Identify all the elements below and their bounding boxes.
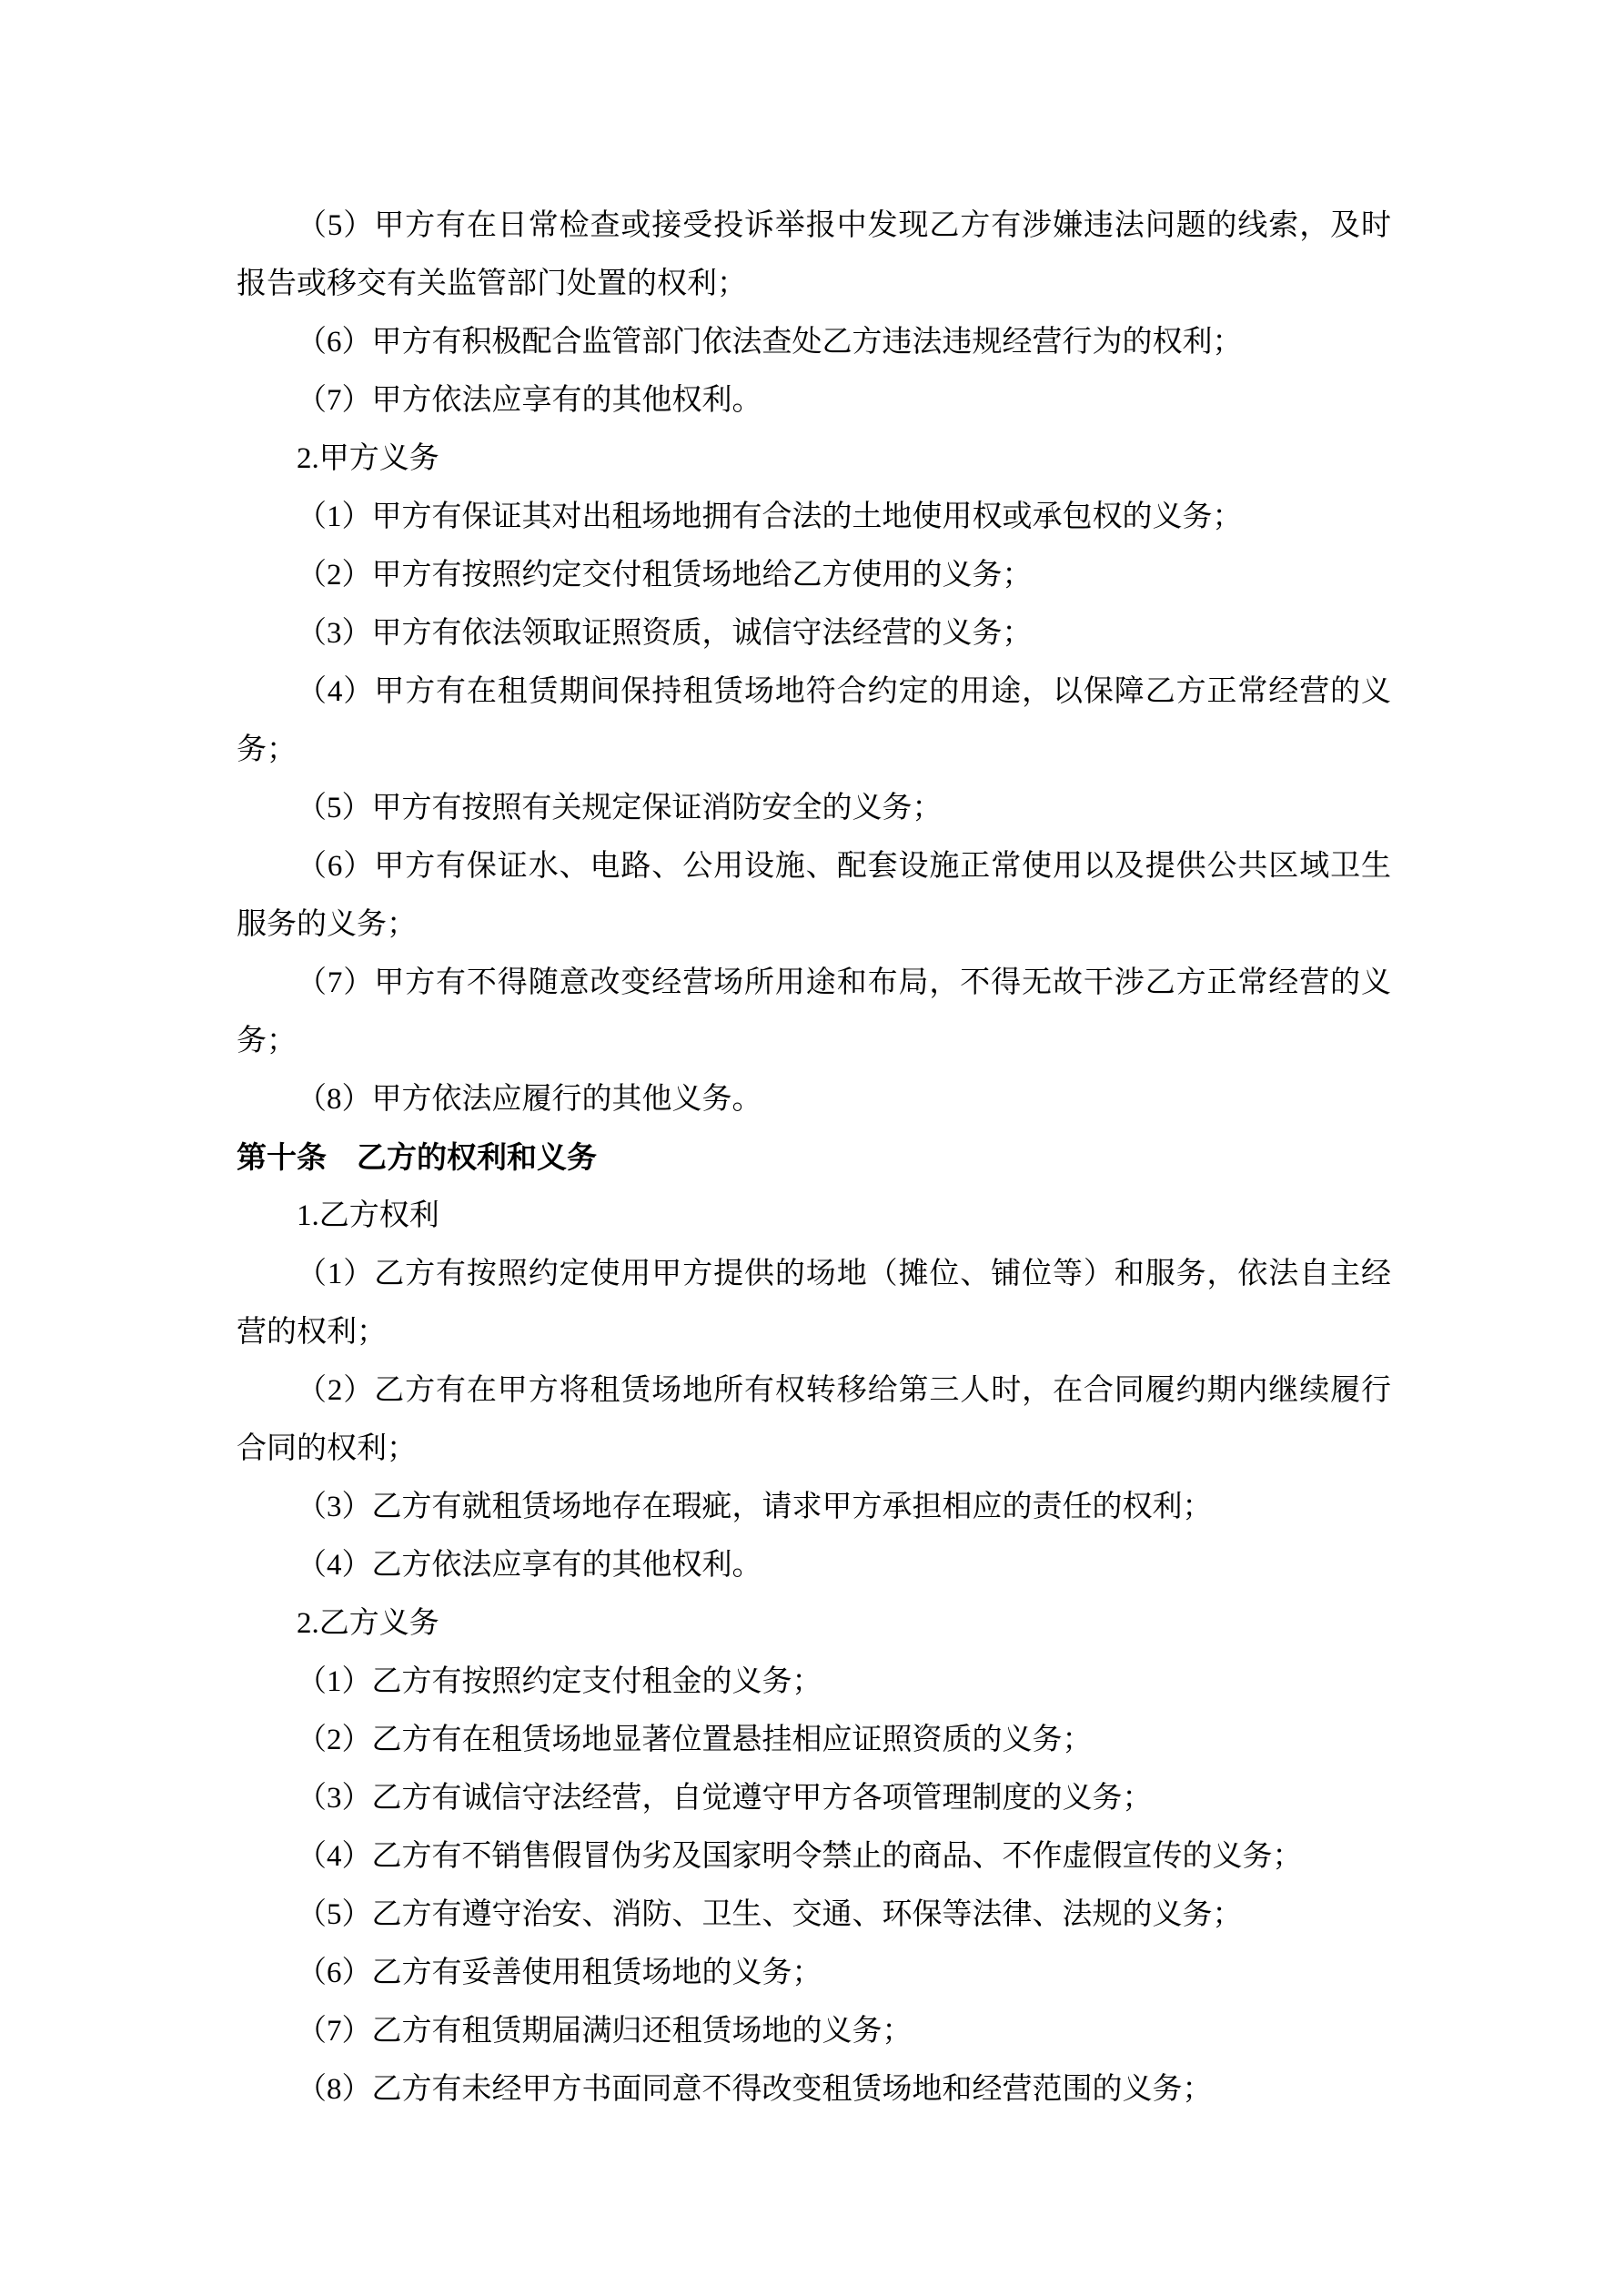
paragraph: （2）乙方有在租赁场地显著位置悬挂相应证照资质的义务； — [297, 1724, 1093, 1756]
paragraph: （3）乙方有诚信守法经营，自觉遵守甲方各项管理制度的义务； — [297, 1782, 1153, 1815]
section-heading: 第十条 乙方的权利和义务 — [237, 1140, 597, 1174]
paragraph: （8）乙方有未经甲方书面同意不得改变租赁场地和经营范围的义务； — [297, 2073, 1213, 2106]
paragraph: （8）甲方依法应履行的其他义务。 — [297, 1083, 762, 1116]
paragraph: （6）甲方有积极配合监管部门依法查处乙方违法违规经营行为的权利； — [297, 326, 1243, 359]
paragraph: （2）甲方有按照约定交付租赁场地给乙方使用的义务； — [297, 559, 1033, 592]
paragraph: （3）乙方有就租赁场地存在瑕疵，请求甲方承担相应的责任的权利； — [297, 1491, 1213, 1523]
paragraph: （5）甲方有在日常检查或接受投诉举报中发现乙方有涉嫌违法问题的线索，及时报告或移交有关监管部门处置的权利； — [237, 209, 1391, 300]
paragraph: （7）甲方依法应享有的其他权利。 — [297, 384, 762, 417]
paragraph: 1.乙方权利 — [297, 1199, 439, 1232]
paragraph: （4）甲方有在租赁期间保持租赁场地符合约定的用途，以保障乙方正常经营的义务； — [237, 675, 1391, 766]
paragraph: （1）乙方有按照约定使用甲方提供的场地（摊位、铺位等）和服务，依法自主经营的权利； — [237, 1258, 1391, 1349]
contract-body — [237, 197, 1391, 2119]
paragraph: （7）甲方有不得随意改变经营场所用途和布局，不得无故干涉乙方正常经营的义务； — [237, 966, 1391, 1057]
paragraph: 2.乙方义务 — [297, 1607, 439, 1640]
paragraph: （3）甲方有依法领取证照资质，诚信守法经营的义务； — [297, 617, 1033, 650]
paragraph: （6）乙方有妥善使用租赁场地的义务； — [297, 1957, 822, 1989]
paragraph: （4）乙方依法应享有的其他权利。 — [297, 1549, 762, 1582]
paragraph: （7）乙方有租赁期届满归还租赁场地的义务； — [297, 2015, 913, 2048]
paragraph: （5）甲方有按照有关规定保证消防安全的义务； — [297, 792, 943, 824]
paragraph: （5）乙方有遵守治安、消防、卫生、交通、环保等法律、法规的义务； — [297, 1898, 1243, 1931]
paragraph: （4）乙方有不销售假冒伪劣及国家明令禁止的商品、不作虚假宣传的义务； — [297, 1840, 1303, 1873]
paragraph: （1）乙方有按照约定支付租金的义务； — [297, 1665, 822, 1698]
paragraph: （1）甲方有保证其对出租场地拥有合法的土地使用权或承包权的义务； — [297, 501, 1243, 533]
paragraph: （2）乙方有在甲方将租赁场地所有权转移给第三人时，在合同履约期内继续履行合同的权利； — [237, 1374, 1391, 1465]
paragraph: 2.甲方义务 — [297, 442, 439, 475]
paragraph: （6）甲方有保证水、电路、公用设施、配套设施正常使用以及提供公共区域卫生服务的义务； — [237, 850, 1391, 941]
